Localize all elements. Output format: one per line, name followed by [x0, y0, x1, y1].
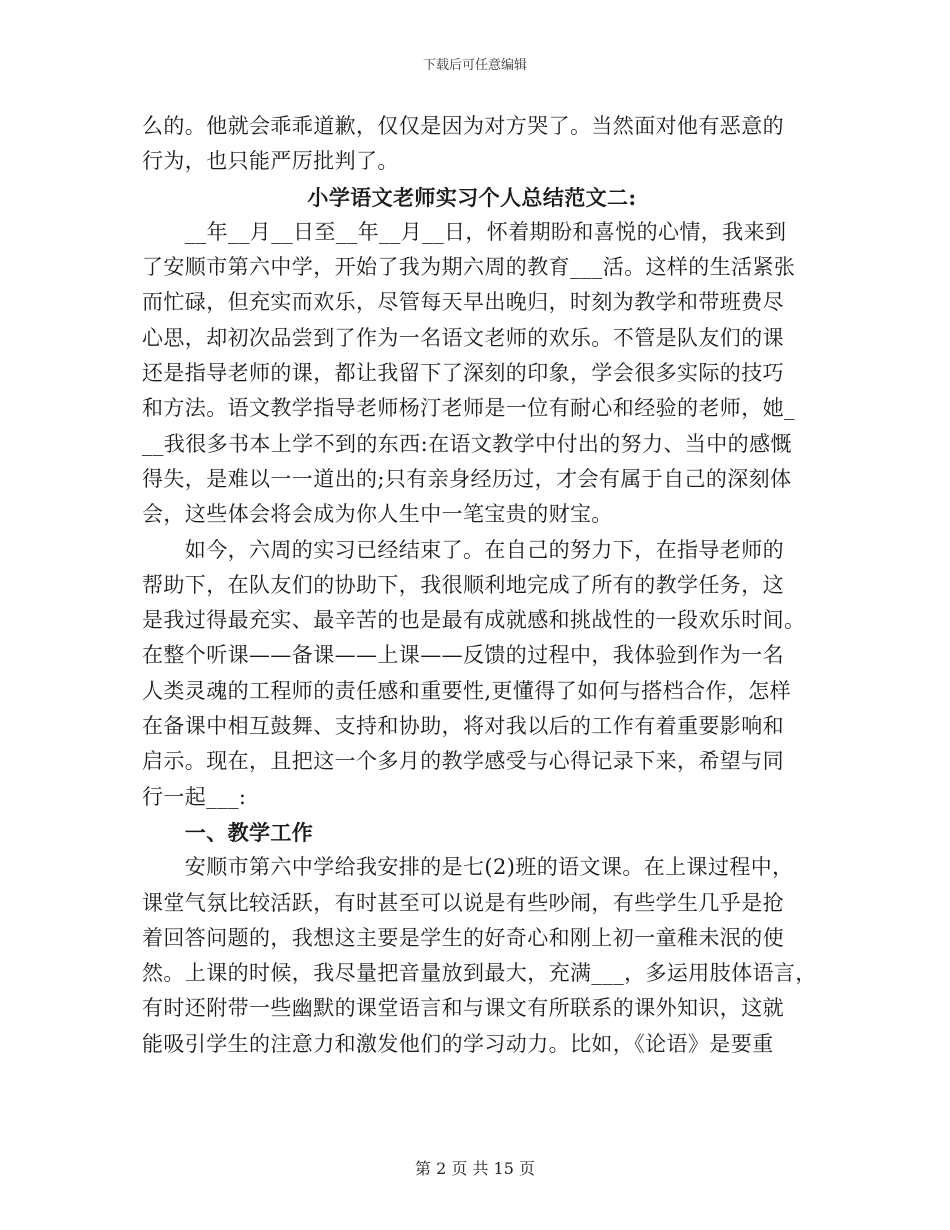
text-line: 如今，六周的实习已经结束了。在自己的努力下，在指导老师的 [142, 537, 784, 562]
text-line: 是我过得最充实、最辛苦的也是最有成就感和挑战性的一段欢乐时间。 [142, 608, 806, 633]
subsection-heading: 一、教学工作 [142, 819, 314, 845]
text-line: 能吸引学生的注意力和激发他们的学习动力。比如，《论语》是要重 [142, 1031, 774, 1056]
text-line: 人类灵魂的工程师的责任感和重要性,更懂得了如何与搭档合作，怎样 [142, 678, 792, 703]
text-line: 然。上课的时候，我尽量把音量放到最大，充满___，多运用肢体语言， [142, 961, 817, 986]
text-line: 心思，却初次品尝到了作为一名语文老师的欢乐。不管是队友们的课 [142, 325, 784, 350]
text-line: 有时还附带一些幽默的课堂语言和与课文有所联系的课外知识，这就 [142, 996, 784, 1021]
text-line: 和方法。语文教学指导老师杨汀老师是一位有耐心和经验的老师，她_ [142, 396, 795, 421]
text-line: 了安顺市第六中学，开始了我为期六周的教育___活。这样的生活紧张 [142, 255, 796, 280]
body-text [142, 109, 817, 1062]
text-line: 还是指导老师的课，都让我留下了深刻的印象，学会很多实际的技巧 [142, 361, 784, 386]
text-line: 在备课中相互鼓舞、支持和协助，将对我以后的工作有着重要影响和 [142, 714, 784, 739]
text-line: 启示。现在，且把这一个多月的教学感受与心得记录下来，希望与同 [142, 749, 784, 774]
text-line: 在整个听课——备课——上课——反馈的过程中，我体验到作为一名 [142, 643, 784, 668]
text-line: 么的。他就会乖乖道歉，仅仅是因为对方哭了。当然面对他有恶意的 [142, 114, 784, 138]
text-line: 而忙碌，但充实而欢乐，尽管每天早出晚归，时刻为教学和带班费尽 [142, 290, 784, 315]
header-note: 下载后可任意编辑 [422, 58, 527, 73]
text-line: 课堂气氛比较活跃，有时甚至可以说是有些吵闹，有些学生几乎是抢 [142, 890, 784, 915]
text-line: 会，这些体会将会成为你人生中一笔宝贵的财宝。 [142, 502, 613, 527]
text-line: 安顺市第六中学给我安排的是七(2)班的语文课。在上课过程中， [142, 855, 794, 880]
text-line: 行为，也只能严厉批判了。 [142, 149, 399, 174]
text-line: 得失，是难以一一道出的;只有亲身经历过，才会有属于自己的深刻体 [142, 466, 792, 491]
text-line: __我很多书本上学不到的东西:在语文教学中付出的努力、当中的感慨 [142, 431, 792, 456]
text-line: 行一起___: [142, 784, 247, 809]
text-line: 着回答问题的，我想这主要是学生的好奇心和刚上初一童稚未泯的使 [142, 925, 784, 950]
text-line: 帮助下，在队友们的协助下，我很顺利地完成了所有的教学任务，这 [142, 572, 784, 597]
page-number: 第 2 页 共 15 页 [415, 1159, 535, 1178]
section-title: 小学语文老师实习个人总结范文二: [307, 184, 637, 210]
text-line: __年__月__日至__年__月__日，怀着期盼和喜悦的心情，我来到 [142, 219, 787, 244]
